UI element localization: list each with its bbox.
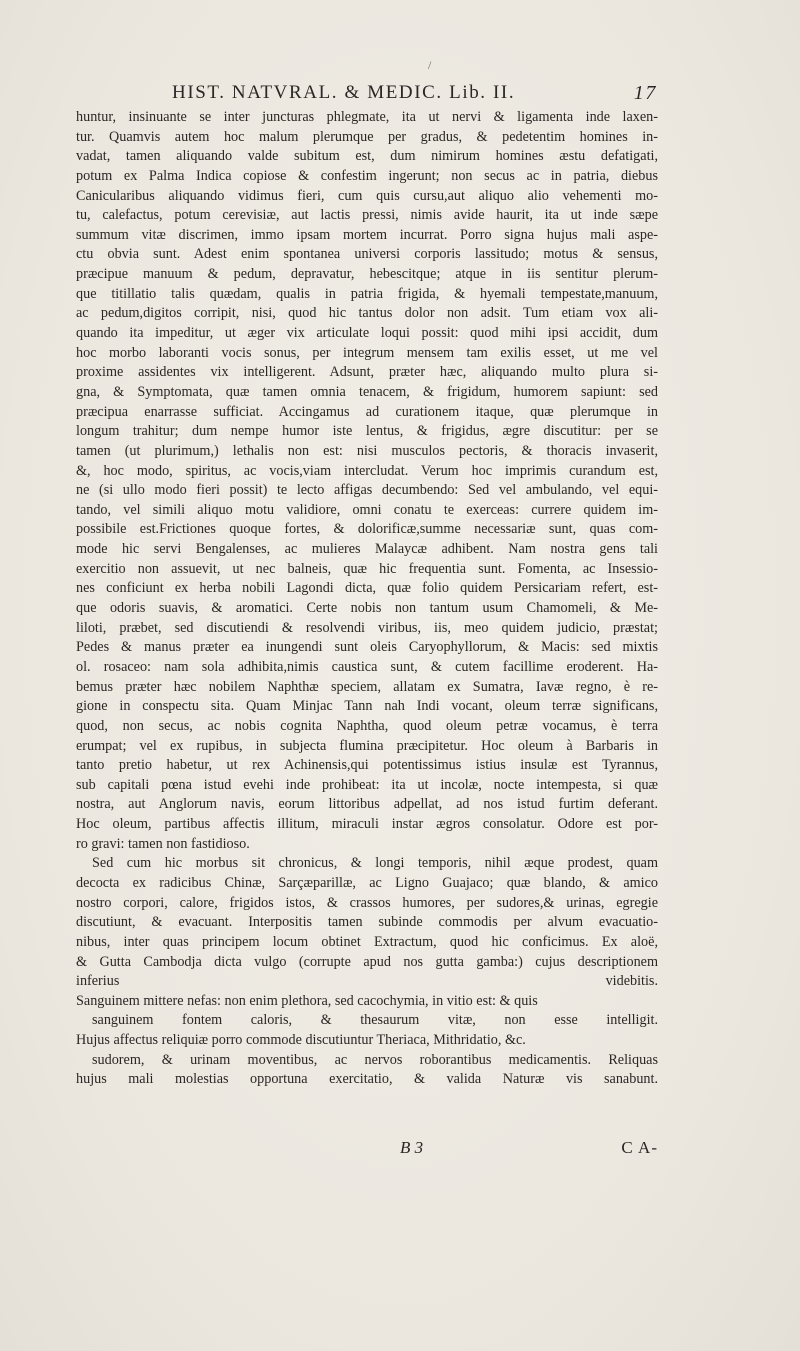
text-line: discutiunt, & evacuant. Interpositis tamen subinde commodis per alvum evacuatio- [76,914,658,931]
text-line: nibus, inter quas principem locum obtinet Extractum, quod hic conficimus. Ex aloë, [76,933,658,950]
text-line: nostra, aut Anglorum navis, eorum littoribus adpellat, ad nos istud furtim deferant. [76,796,658,813]
text-line: præcipue manuum & pedum, depravatur, hebescitque; atque in iis sentitur plerum- [76,266,658,283]
margin-tick-mark: / [428,58,432,72]
text-line: ol. rosaceo: nam sola adhibita,nimis caustica sunt, & cutem facillime eroderent. Ha- [76,658,658,675]
text-line: liloti, præbet, sed discutiendi & resolvendi viribus, iis, meo quidem judicio, præstat; [76,619,658,636]
text-line: Sanguinem mittere nefas: non enim plethora, sed cacochymia, in vitio est: & quis [76,992,538,1009]
text-line: hujus mali molestias opportuna exercitatio, & valida Naturæ vis sanabunt. [76,1071,658,1088]
text-line: sudorem, & urinam moventibus, ac nervos roborantibus medicamentis. Reliquas [92,1051,658,1068]
text-line: tando, vel simili aliquo motu validiore, omni conatu te exerceas: currere quidem im- [76,501,658,518]
text-line: gione in conspectu sita. Quam Minjac Tann nah Indi vocant, oleum terræ significans, [76,698,658,715]
page-number: 17 [633,82,657,104]
text-line: & Gutta Cambodja dicta vulgo (corrupte apud nos gutta gamba:) cujus descriptionem [76,953,658,970]
text-line: ctu obvia sunt. Adest enim spontanea universi corporis lassitudo; motus & sensus, [76,246,658,263]
running-header [172,82,657,108]
text-line: Sed cum hic morbus sit chronicus, & longi temporis, nihil æque prodest, quam [92,855,658,872]
page-footer [400,1138,658,1162]
signature-mark: B 3 [400,1138,424,1157]
text-line: tanto pretio habetur, ut rex Achinensis,qui potentissimus istius insulæ est Tyrannus, [76,757,658,774]
text-line: quod, non secus, ac nobis cognita Naphtha, quod oleum petræ vocamus, è terra [76,717,658,734]
text-line: potum ex Palma Indica copiose & confestim ingerunt; non secus ac in patria, diebus [76,167,658,184]
text-line: tu, calefactus, potum cerevisiæ, aut lactis pressi, nimis avide haurit, ita ut inde sæpe [76,207,658,224]
text-line: tamen (ut plurimum,) lethalis non est: nisi musculos pectoris, & thoracis invaserit, [76,442,658,459]
text-line: ac pedum,digitos corripit, nisi, quod hic tantus dolor non adsit. Tum etiam vox ali- [76,305,658,322]
text-line: Canicularibus aliquando vidimus fieri, cum quis cursu,aut aliquo alio vehementi mo- [76,187,658,204]
text-line: Hujus affectus reliquiæ porro commode discutiuntur Theriaca, Mithridatio, &c. [76,1032,526,1049]
text-line: sub capitali pœna istud evehi inde prohibeat: ita ut incolæ, nocte intempesta, si quæ [76,776,658,793]
text-line: nostro corpori, calore, frigidos istos, & crassos humores, per sudores,& urinas, egregie [76,894,658,911]
text-line: possibile est.Frictiones quoque fortes, & dolorificæ,summe necessariæ sunt, quas com- [76,521,658,538]
text-line: tur. Quamvis autem hoc malum plerumque per gradus, & pedetentim homines in- [76,128,658,145]
text-line: que odoris suavis, & aromatici. Certe nobis non tantum usum Chamomeli, & Me- [76,600,658,617]
text-line: sanguinem fontem caloris, & thesaurum vitæ, non esse intelligit. [92,1012,658,1029]
text-line: quando ita impeditur, ut æger vix articulate loqui possit: quod mihi ipsi accidit, dum [76,325,658,342]
text-line: hoc morbo laboranti vocis sonus, per integrum mensem tam exilis esset, ut me vel [76,344,658,361]
text-line: inferius videbitis. [76,973,658,990]
text-line: mode hic servi Bengalenses, ac mulieres Malaycæ adhibent. Nam nostra gens tali [76,541,658,558]
text-line: gna, & Symptomata, quæ tamen omnia tenacem, & frigidum, humorem sapiunt: sed [76,383,658,400]
text-line: exercitio non assuevit, ut nec balneis, quæ hic frequentia sunt. Fomenta, ac Insessio- [76,560,658,577]
text-line: præcipua enarrasse sufficiat. Accingamus ad curationem itaque, quæ plerumque in [76,403,658,420]
text-line: &, hoc modo, spiritus, ac vocis,viam intercludat. Verum hoc imprimis curandum est, [76,462,658,479]
text-line: erumpat; vel ex rupibus, in subjecta flumina præcipitetur. Hoc oleum à Barbaris in [76,737,658,754]
text-line: ne (si ullo modo fieri possit) te lecto affigas decumbendo: Sed vel ambulando, vel equi- [76,482,658,499]
text-line: ro gravi: tamen non fastidioso. [76,835,250,852]
text-line: vadat, tamen aliquando valde subitum est, dum nimirum homines æstu defatigati, [76,148,658,165]
running-title: HIST. NATVRAL. & MEDIC. Lib. II. [172,82,516,103]
text-line: summum vitæ discrimen, immo ipsam mortem incurrat. Porro signa hujus mali aspe- [76,226,658,243]
text-line: que titillatio talis quædam, qualis in patria frigida, & hyemali tempestate,manuum, [76,285,658,302]
text-line: proxime assidentes vix intelligerent. Adsunt, præter hæc, aliquando multo plura si- [76,364,658,381]
text-line: bemus præter hæc nobilem Naphthæ speciem, allatam ex Sumatra, Iavæ regno, è re- [76,678,658,695]
text-line: nes conficiunt ex herba nobili Lagondi dicta, quæ folio quidem Persicariam refert, est- [76,580,658,597]
text-line: decocta ex radicibus Chinæ, Sarçæparillæ, ac Ligno Guajaco; quæ blando, & amico [76,874,658,891]
catchword: C A- [621,1138,658,1157]
body-text [76,108,658,1090]
text-line: longum trahitur; dum nempe humor iste lentus, & frigidus, ægre discutitur: per se [76,423,658,440]
text-line: Hoc oleum, partibus affectis illitum, miraculi instar ægros consolatur. Odore est por- [76,816,658,833]
text-line: huntur, insinuante se inter juncturas phlegmate, ita ut nervi & ligamenta inde laxen- [76,109,658,125]
text-line: Pedes & manus præter ea inungendi sunt oleis Caryophyllorum, & Macis: sed mixtis [76,639,658,656]
